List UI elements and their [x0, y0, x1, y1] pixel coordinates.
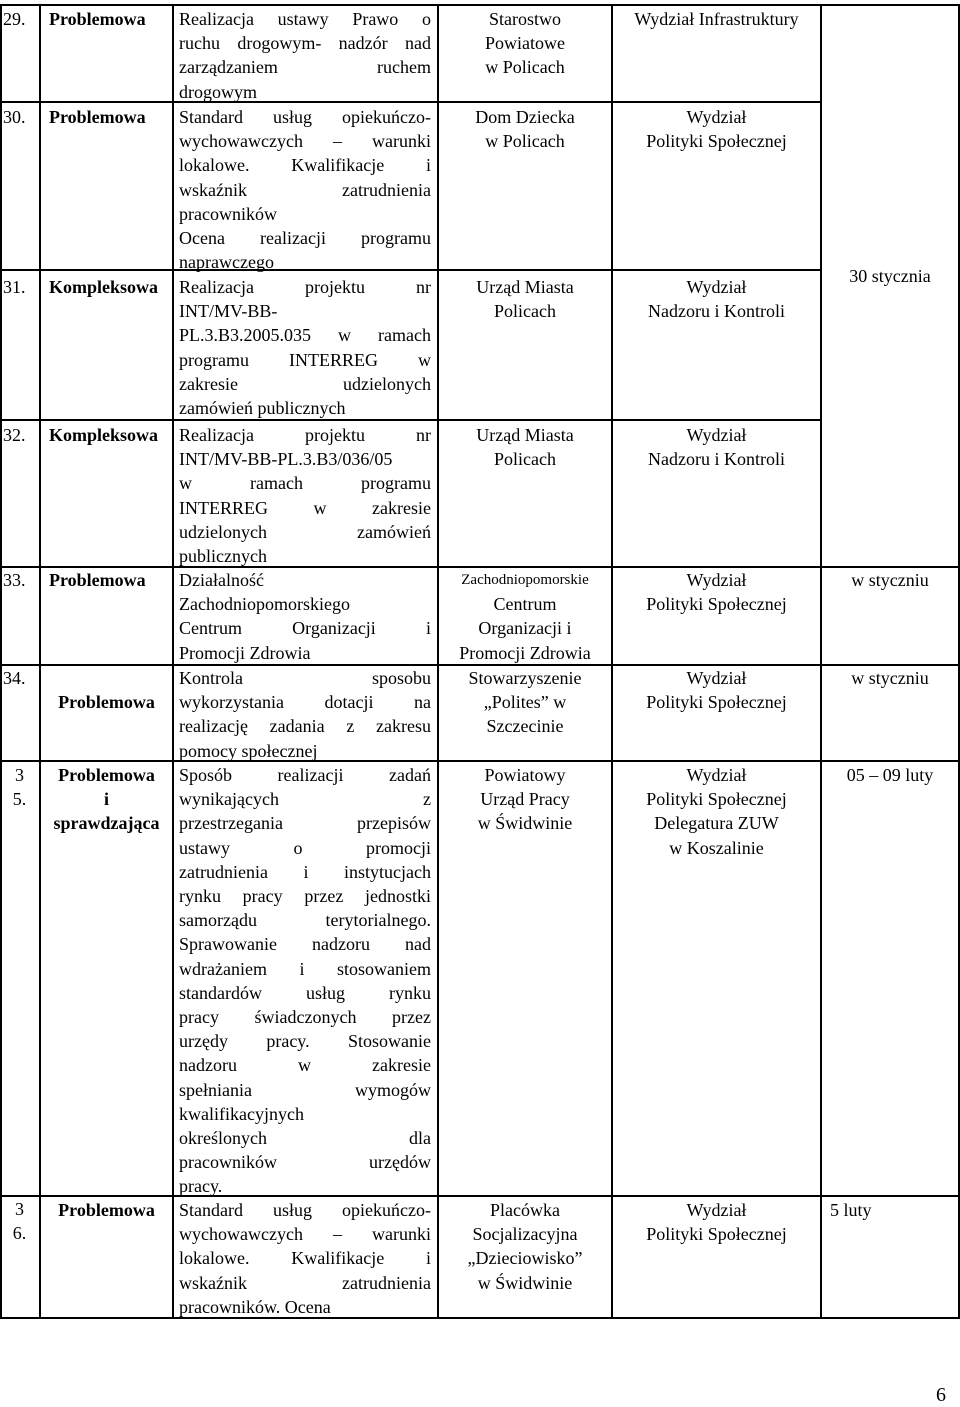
subject-line: ustawy o promocji	[179, 837, 431, 858]
subject-line: pracowników	[179, 203, 277, 224]
table-row-32-unit-cell	[439, 423, 611, 471]
unit-line: w Świdwinie	[477, 1272, 573, 1293]
unit-line: Szczecinie	[486, 716, 564, 737]
department-line: Wydział	[686, 425, 747, 445]
subject-line: Standard usług opiekuńczo-	[179, 1200, 431, 1220]
department-line: w Koszalinie	[669, 837, 764, 858]
unit-line: w Policach	[485, 131, 565, 152]
table-rule	[0, 1317, 960, 1319]
subject-line: zakresie udzielonych	[179, 373, 431, 394]
subject-line: zamówień publicznych	[179, 398, 346, 419]
subject-line: Standard usług opiekuńczo-	[179, 107, 431, 127]
table-row-30-no-cell	[2, 105, 39, 129]
row-number: 31.	[3, 277, 26, 297]
row-number: 6.	[12, 1223, 27, 1244]
inspection-type: sprawdzająca	[53, 813, 160, 834]
subject-line: PL.3.B3.2005.035 w ramach	[179, 325, 431, 346]
subject-line: wychowawczych – warunki	[179, 1224, 431, 1245]
unit-line: „Dzieciowisko”	[467, 1248, 583, 1269]
row-number: 33.	[3, 570, 26, 590]
unit-line: „Polites” w	[483, 692, 567, 713]
table-rule	[39, 4, 41, 1318]
table-row-32-no-cell	[2, 423, 39, 447]
subject-line: udzielonych zamówień	[179, 521, 431, 542]
unit-line: w Policach	[485, 57, 565, 78]
subject-line: kwalifikacyjnych	[179, 1103, 304, 1124]
table-row-36-no-cell	[2, 1197, 39, 1245]
unit-line: Stowarzyszenie	[468, 668, 582, 688]
table-row-33-dept-cell	[613, 568, 820, 616]
row-number: 29.	[3, 9, 26, 29]
inspection-type: i	[103, 789, 109, 810]
department-line: Wydział	[686, 1200, 747, 1220]
table-row-30-unit-cell	[439, 105, 611, 153]
subject-line: ruchu drogowym- nadzór nad	[179, 33, 431, 54]
table-row-34-dept-cell	[613, 666, 820, 714]
table-row-31-unit-cell	[439, 275, 611, 323]
subject-line: wskaźnik zatrudnienia	[179, 179, 431, 200]
unit-line: Urząd Miasta	[476, 277, 574, 297]
subject-line: pracy.	[179, 1176, 223, 1197]
unit-line: Policach	[494, 449, 556, 470]
subject-line: samorządu terytorialnego.	[179, 910, 431, 931]
table-rule	[0, 4, 2, 1318]
subject-line: wynikających z	[179, 789, 431, 810]
table-row-31-date-cell	[822, 264, 958, 288]
table-row-34-unit-cell	[439, 666, 611, 739]
table-row-35-date-cell	[822, 763, 958, 787]
department-line: Wydział	[686, 668, 747, 688]
department-line: Nadzoru i Kontroli	[648, 449, 785, 470]
subject-line: Sposób realizacji zadań	[179, 765, 431, 785]
unit-line: Powiatowy	[484, 765, 566, 785]
row-number: 32.	[3, 425, 26, 445]
department-line: Nadzoru i Kontroli	[648, 301, 785, 322]
table-row-32-subject-cell	[174, 423, 437, 568]
subject-line: pracowników. Ocena	[179, 1296, 331, 1317]
table-row-30-dept-cell	[613, 105, 820, 153]
inspection-type: Kompleksowa	[49, 425, 159, 445]
table-row-31-type-cell	[41, 275, 172, 299]
date-value: 5 luty	[830, 1200, 872, 1220]
table-row-31-subject-cell	[174, 275, 437, 420]
inspection-type: Kompleksowa	[49, 277, 159, 297]
subject-line: urzędy pracy. Stosowanie	[179, 1031, 431, 1052]
table-row-31-no-cell	[2, 275, 39, 299]
unit-line: Centrum	[493, 594, 557, 615]
unit-line: Promocji Zdrowia	[459, 642, 591, 663]
table-row-29-subject-cell	[174, 7, 437, 104]
date-value: w styczniu	[851, 570, 929, 590]
table-rule	[0, 4, 960, 6]
inspection-type: Problemowa	[58, 692, 155, 712]
table-row-33-subject-cell	[174, 568, 437, 665]
row-number: 3	[15, 1199, 24, 1219]
unit-line: Urząd Miasta	[476, 425, 574, 445]
subject-line: Realizacja projektu nr	[179, 425, 431, 445]
inspection-type: Problemowa	[49, 570, 146, 590]
table-row-36-unit-cell	[439, 1198, 611, 1295]
subject-line: publicznych	[179, 546, 267, 567]
department-line: Wydział	[686, 107, 747, 127]
inspection-type: Problemowa	[58, 765, 155, 785]
unit-line: Policach	[494, 301, 556, 322]
table-rule	[0, 760, 960, 762]
subject-line: INT/MV-BB-	[179, 301, 278, 322]
subject-line: pracowników urzędów	[179, 1152, 431, 1173]
subject-line: lokalowe. Kwalifikacje i	[179, 155, 431, 176]
table-row-36-date-cell	[822, 1198, 958, 1222]
table-row-35-unit-cell	[439, 763, 611, 836]
table-row-36-subject-cell	[174, 1198, 437, 1319]
subject-line: Działalność	[179, 570, 264, 590]
row-number: 3	[15, 765, 24, 785]
table-row-32-dept-cell	[613, 423, 820, 471]
unit-line: Dom Dziecka	[475, 107, 575, 127]
subject-line: zatrudnienia i instytucjach	[179, 861, 431, 882]
subject-line: pomocy społecznej	[179, 740, 318, 761]
unit-line: Powiatowe	[485, 33, 565, 54]
table-row-32-type-cell	[41, 423, 172, 447]
inspection-type: Problemowa	[49, 9, 146, 29]
subject-line: naprawczego	[179, 252, 274, 273]
table-row-33-date-cell	[822, 568, 958, 592]
table-rule	[820, 4, 822, 1318]
unit-line: Zachodniopomorskie	[461, 572, 589, 588]
department-line: Polityki Społecznej	[646, 692, 787, 713]
table-rule	[0, 1195, 960, 1197]
subject-line: INT/MV-BB-PL.3.B3/036/05	[179, 449, 393, 470]
inspection-type: Problemowa	[58, 1200, 155, 1220]
table-row-34-no-cell	[2, 666, 39, 690]
table-row-35-type-cell	[41, 763, 172, 836]
subject-line: programu INTERREG w	[179, 349, 431, 370]
subject-line: wskaźnik zatrudnienia	[179, 1272, 431, 1293]
table-row-36-type-cell	[41, 1198, 172, 1222]
table-rule	[611, 4, 613, 1318]
subject-line: Zachodniopomorskiego	[179, 594, 350, 615]
subject-line: Realizacja ustawy Prawo o	[179, 9, 431, 29]
department-line: Polityki Społecznej	[646, 789, 787, 810]
unit-line: Organizacji i	[478, 618, 572, 639]
page-number: 6	[936, 1384, 946, 1406]
subject-line: Realizacja projektu nr	[179, 277, 431, 297]
row-number: 5.	[12, 789, 27, 810]
subject-line: realizację zadania z zakresu	[179, 716, 431, 737]
table-row-33-no-cell	[2, 568, 39, 592]
table-row-29-no-cell	[2, 7, 39, 31]
unit-line: Socjalizacyjna	[472, 1224, 578, 1245]
table-row-33-type-cell	[41, 568, 172, 592]
unit-line: w Świdwinie	[477, 813, 573, 834]
inspection-type: Problemowa	[49, 107, 146, 127]
subject-line: INTERREG w zakresie	[179, 497, 431, 518]
unit-line: Urząd Pracy	[480, 789, 570, 810]
subject-line: w ramach programu	[179, 473, 431, 494]
unit-line: Starostwo	[489, 9, 561, 29]
subject-line: Promocji Zdrowia	[179, 642, 311, 663]
table-row-34-type-cell	[41, 690, 172, 714]
date-value: w styczniu	[851, 668, 929, 688]
table-row-30-type-cell	[41, 105, 172, 129]
department-line: Wydział	[686, 277, 747, 297]
unit-line: Placówka	[490, 1200, 560, 1220]
subject-line: Ocena realizacji programu	[179, 228, 431, 249]
department-line: Polityki Społecznej	[646, 1224, 787, 1245]
subject-line: Kontrola sposobu	[179, 668, 431, 688]
department-line: Delegatura ZUW	[654, 813, 779, 834]
subject-line: Sprawowanie nadzoru nad	[179, 934, 431, 955]
subject-line: określonych dla	[179, 1128, 431, 1149]
subject-line: drogowym	[179, 81, 257, 102]
table-row-36-dept-cell	[613, 1198, 820, 1246]
department-line: Wydział Infrastruktury	[634, 9, 799, 29]
date-value: 30 stycznia	[849, 266, 931, 286]
subject-line: zarządzaniem ruchem	[179, 57, 431, 78]
subject-line: wychowawczych – warunki	[179, 131, 431, 152]
department-line: Polityki Społecznej	[646, 131, 787, 152]
subject-line: Centrum Organizacji i	[179, 618, 431, 639]
table-row-33-unit-cell	[439, 568, 611, 665]
table-row-35-subject-cell	[174, 763, 437, 1199]
table-row-31-dept-cell	[613, 275, 820, 323]
department-line: Wydział	[686, 765, 747, 785]
table-row-34-subject-cell	[174, 666, 437, 763]
row-number: 30.	[3, 107, 26, 127]
subject-line: standardów usług rynku	[179, 982, 431, 1003]
subject-line: pracy świadczonych przez	[179, 1007, 431, 1028]
table-row-29-unit-cell	[439, 7, 611, 80]
table-row-35-dept-cell	[613, 763, 820, 860]
row-number: 34.	[3, 668, 26, 688]
subject-line: rynku pracy przez jednostki	[179, 886, 431, 907]
table-row-30-subject-cell	[174, 105, 437, 274]
department-line: Polityki Społecznej	[646, 594, 787, 615]
subject-line: spełniania wymogów	[179, 1079, 431, 1100]
table-row-29-type-cell	[41, 7, 172, 31]
table-row-29-dept-cell	[613, 7, 820, 31]
table-row-35-no-cell	[2, 763, 39, 811]
department-line: Wydział	[686, 570, 747, 590]
subject-line: przestrzegania przepisów	[179, 813, 431, 834]
table-row-34-date-cell	[822, 666, 958, 690]
subject-line: nadzoru w zakresie	[179, 1055, 431, 1076]
subject-line: lokalowe. Kwalifikacje i	[179, 1248, 431, 1269]
subject-line: wdrażaniem i stosowaniem	[179, 958, 431, 979]
date-value: 05 – 09 luty	[846, 765, 934, 785]
subject-line: wykorzystania dotacji na	[179, 692, 431, 713]
